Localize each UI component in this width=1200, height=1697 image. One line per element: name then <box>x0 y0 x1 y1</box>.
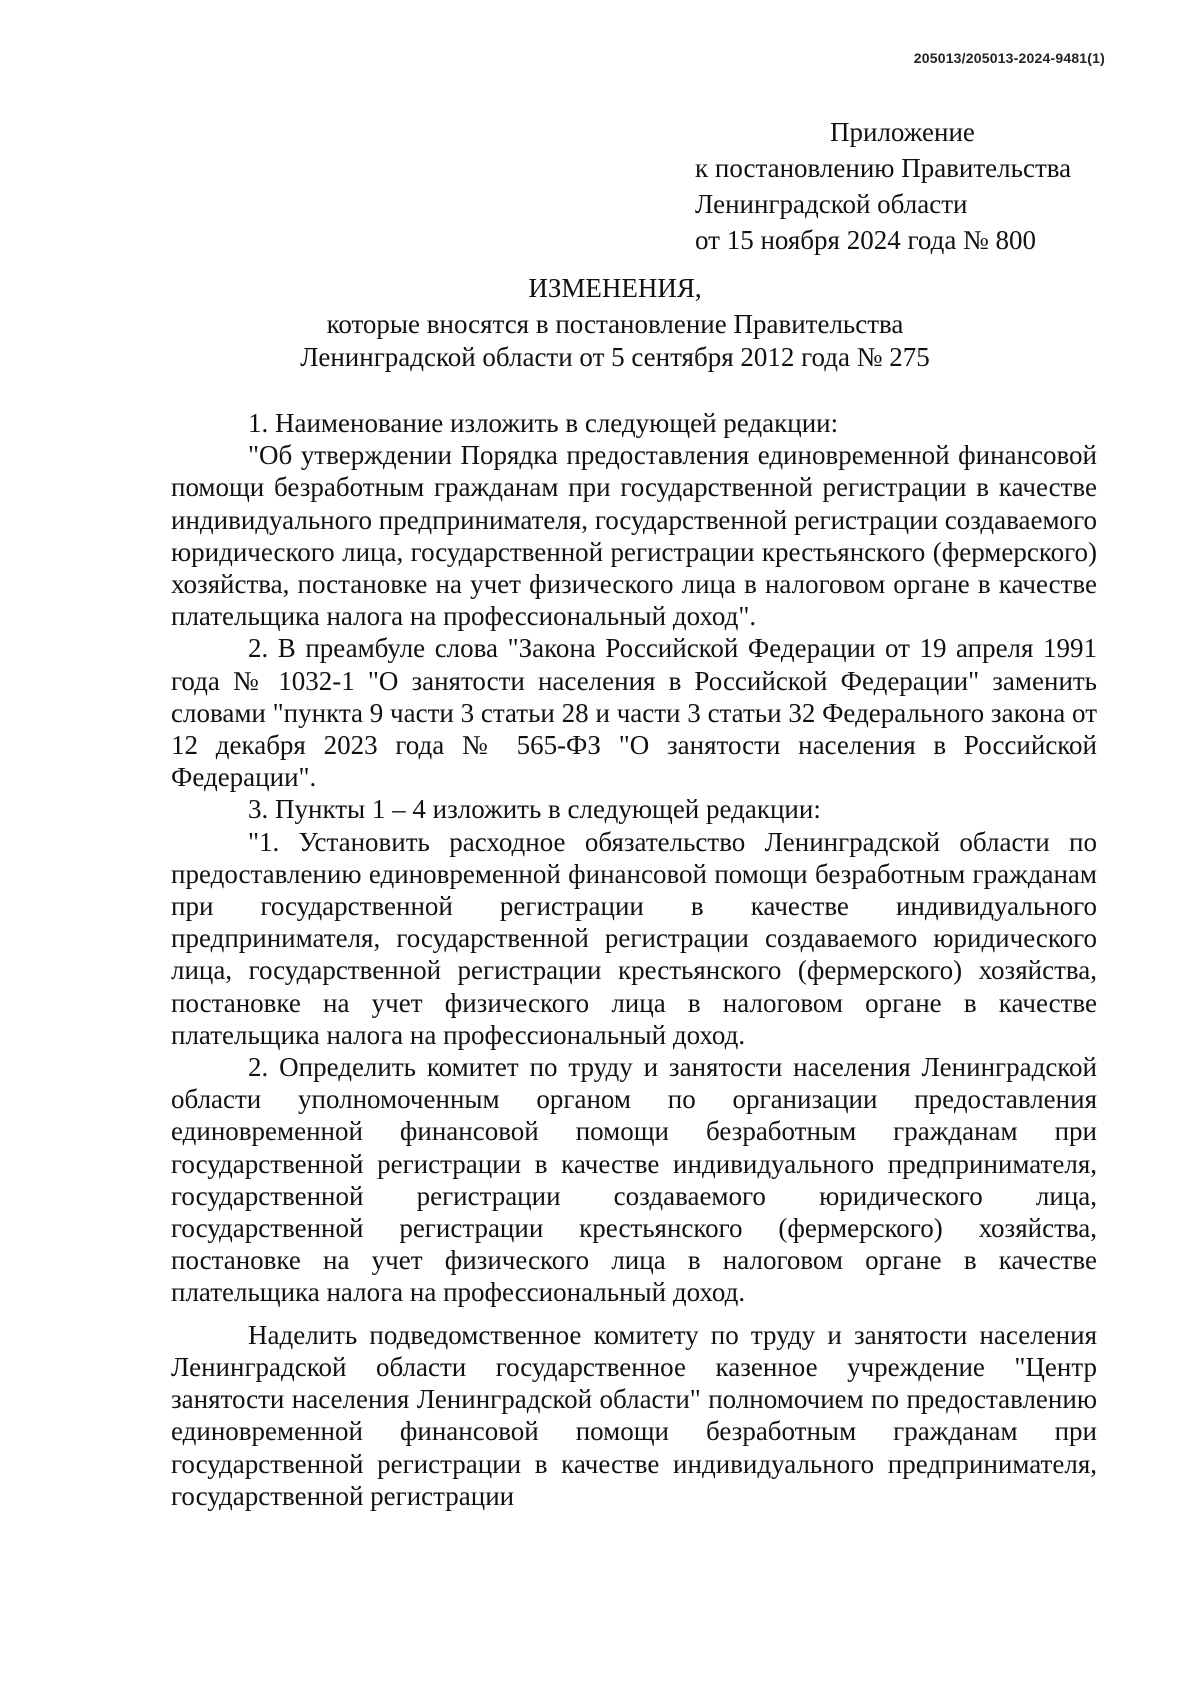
appendix-line-2: к постановлению Правительства <box>695 153 1072 183</box>
paragraph-2: "Об утверждении Порядка предоставления единовременной финансовой помощи безработным гражданам при государственной регистрации в качестве индивидуального предпринимателя, государственной регистрации создаваемого юридического лица, государственной регистрации крестьянского (фермерского) хозяйства, постановке на учет физического лица в налоговом органе в качестве плательщика налога на профессиональный доход". <box>171 440 1097 632</box>
appendix-line-4: от 15 ноября 2024 года № 800 <box>695 225 1037 255</box>
document-title <box>0 272 1200 374</box>
paragraph-7: Наделить подведомственное комитету по труду и занятости населения Ленинградской области государственное казенное учреждение "Центр занятости населения Ленинградской области" полномочием по предоставлению единовременной финансовой помощи безработным гражданам при государственной регистрации в качестве индивидуального предпринимателя, государственной регистрации <box>171 1319 1097 1511</box>
paragraph-4: 3. Пункты 1 – 4 изложить в следующей редакции: <box>248 794 821 825</box>
title-heading: ИЗМЕНЕНИЯ, <box>528 273 702 303</box>
paragraph-5: "1. Установить расходное обязательство Ленинградской области по предоставлению единовременной финансовой помощи безработным гражданам при государственной регистрации в качестве индивидуального предпринимателя, государственной регистрации создаваемого юридического лица, государственной регистрации крестьянского (фермерского) хозяйства, постановке на учет физического лица в налоговом органе в качестве плательщика налога на профессиональный доход. <box>171 826 1097 1050</box>
paragraph-1: 1. Наименование изложить в следующей редакции: <box>248 408 839 438</box>
appendix-line-3: Ленинградской области <box>695 189 968 219</box>
paragraph-3: 2. В преамбуле слова "Закона Российской Федерации от 19 апреля 1991 года № 1032-1 "О занятости населения в Российской Федерации" заменить словами "пункта 9 части 3 статьи 28 и части 3 статьи 32 Федерального закона от 12 декабря 2023 года № 565-ФЗ "О занятости населения в Российской Федерации". <box>171 633 1097 793</box>
title-line-2: которые вносятся в постановление Правительства <box>326 309 904 339</box>
title-line-3: Ленинградской области от 5 сентября 2012 года № 275 <box>300 342 930 372</box>
paragraph-6: 2. Определить комитет по труду и занятости населения Ленинградской области уполномоченным органом по организации предоставления единовременной финансовой помощи безработным гражданам при государственной регистрации в качестве индивидуального предпринимателя, государственной регистрации создаваемого юридического лица, государственной регистрации крестьянского (фермерского) хозяйства, постановке на учет физического лица в налоговом органе в качестве плательщика налога на профессиональный доход. <box>171 1052 1097 1308</box>
document-id: 205013/205013-2024-9481(1) <box>913 50 1105 66</box>
appendix-line-1: Приложение <box>830 117 975 147</box>
document-body <box>171 407 1097 1512</box>
appendix-header <box>695 114 1071 258</box>
